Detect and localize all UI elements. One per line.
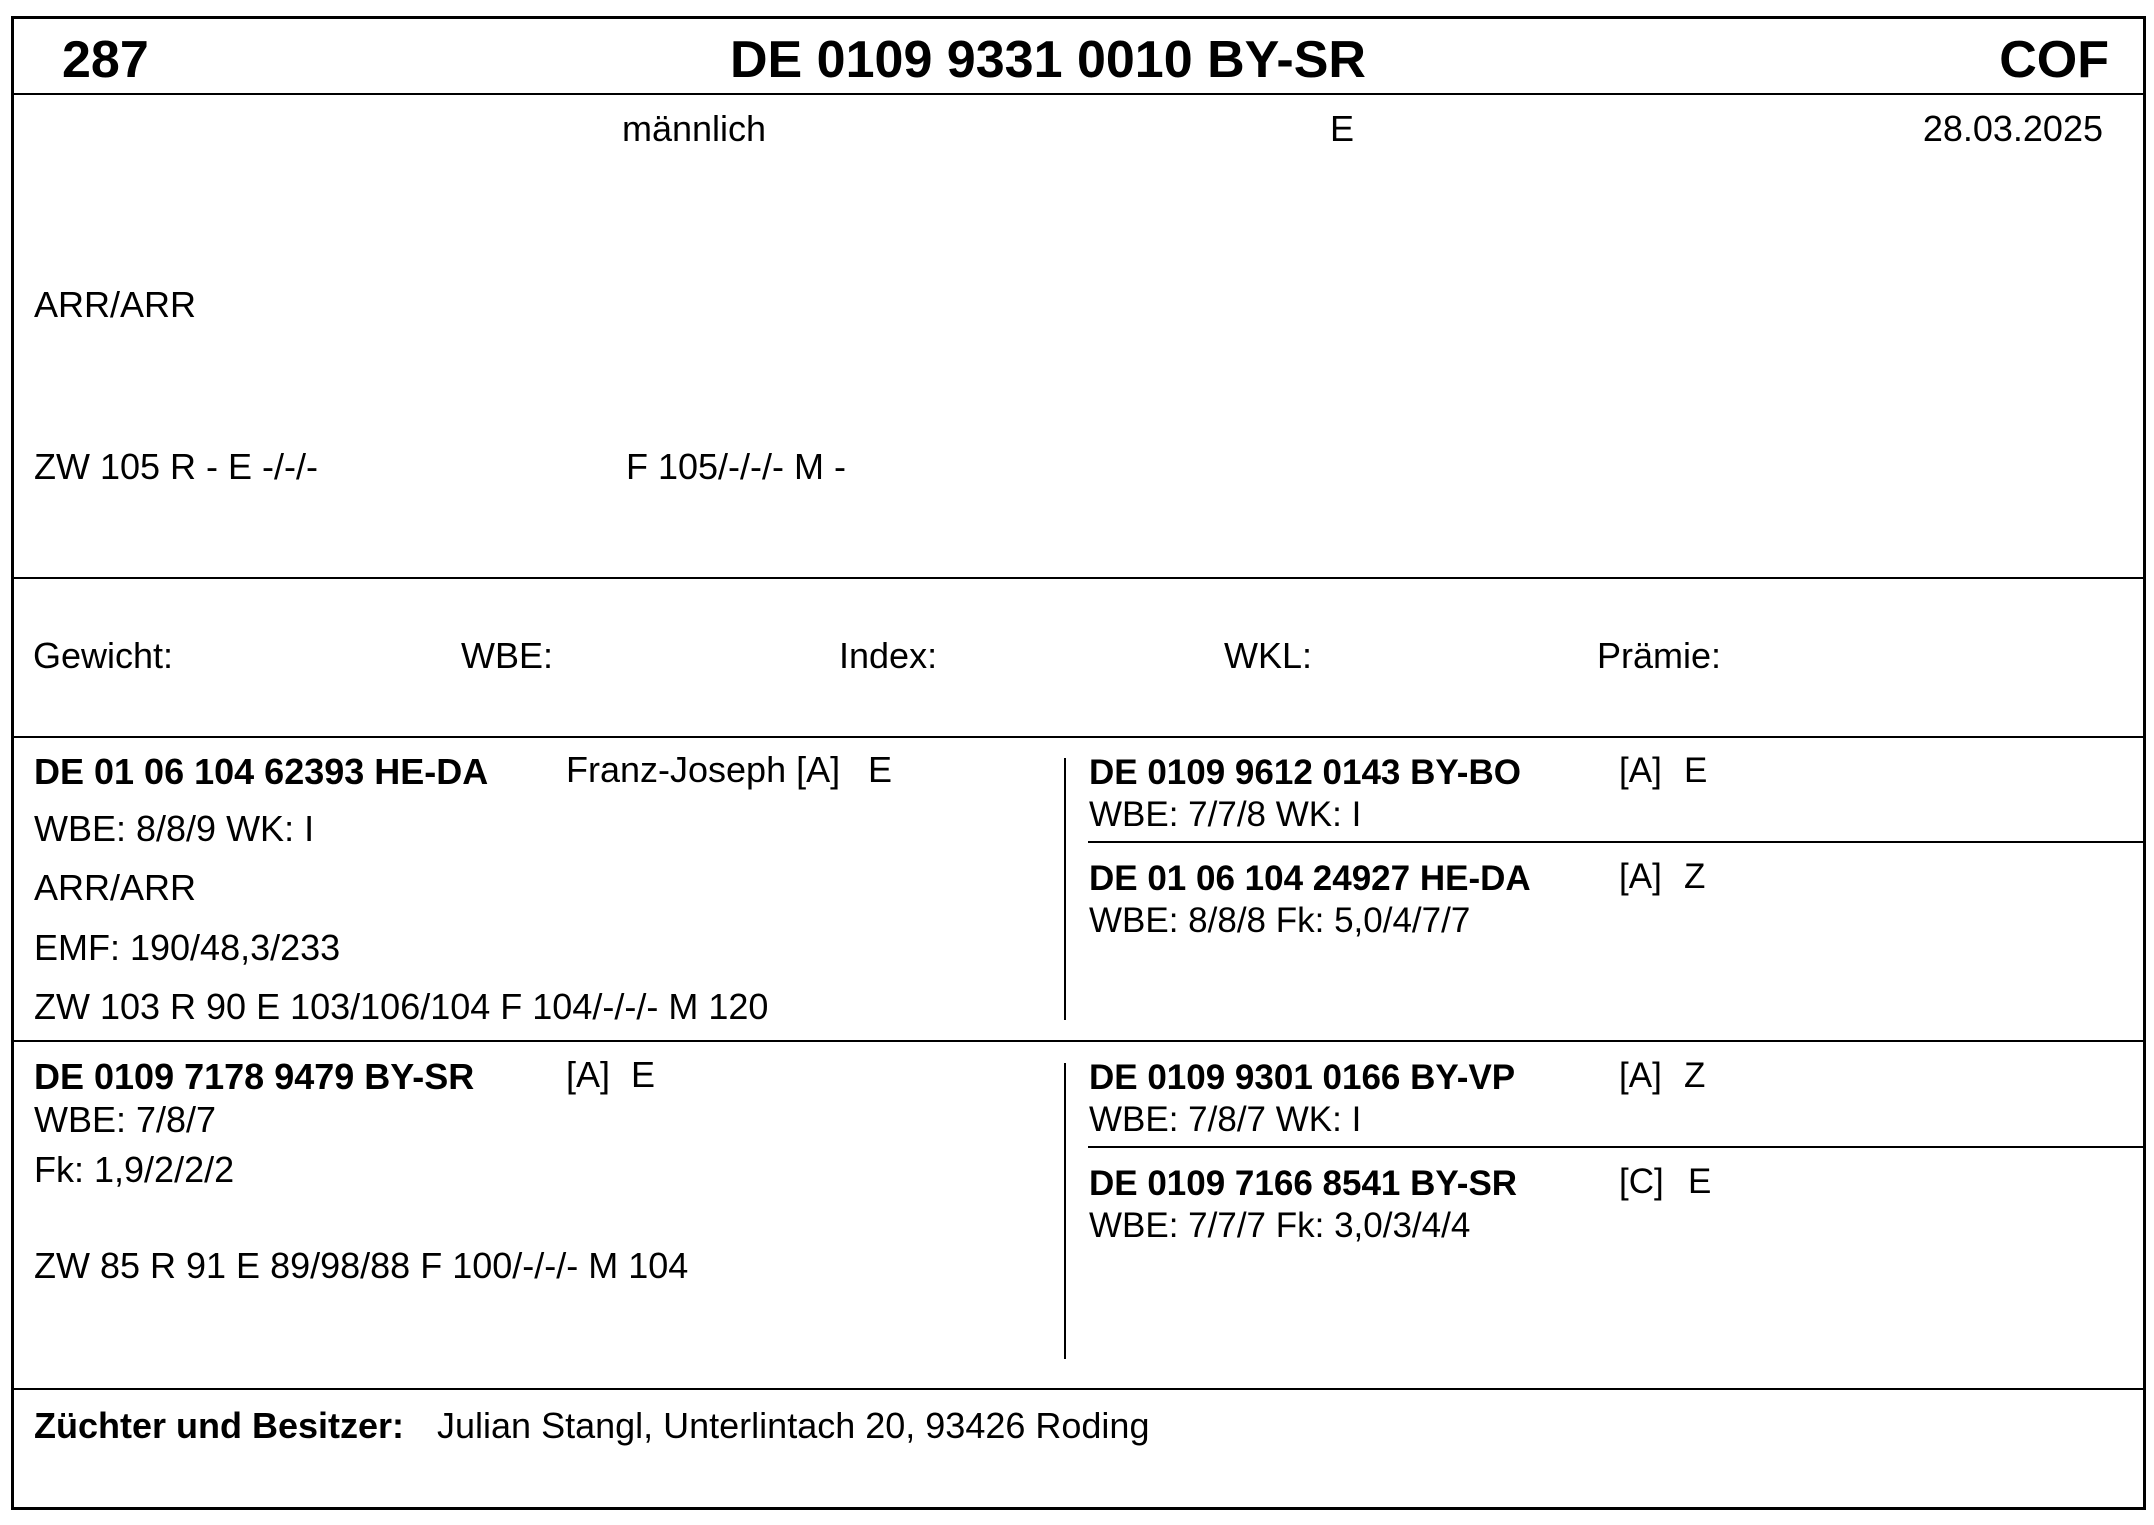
weight-label: Gewicht: xyxy=(33,635,174,676)
fertility-value: F 105/-/-/- M - xyxy=(626,446,847,487)
info-divider xyxy=(11,577,2146,579)
praemie-label: Prämie: xyxy=(1597,635,1722,676)
dam-zw: ZW 85 R 91 E 89/98/88 F 100/-/-/- M 104 xyxy=(34,1245,689,1286)
header-divider xyxy=(11,93,2146,95)
sire-name-class: Franz-Joseph [A] xyxy=(566,749,841,790)
sire-dam-detail: WBE: 8/8/8 Fk: 5,0/4/7/7 xyxy=(1089,901,1471,940)
sire-dam-id: DE 01 06 104 24927 HE-DA xyxy=(1089,859,1531,898)
dam-sire-class: [A] xyxy=(1619,1056,1662,1095)
breeding-value: ZW 105 R - E -/-/- xyxy=(34,446,319,487)
sire-emf: EMF: 190/48,3/233 xyxy=(34,927,341,968)
dam-sire-detail: WBE: 7/8/7 WK: I xyxy=(1089,1100,1362,1139)
sire-wbe: WBE: 8/8/9 WK: I xyxy=(34,808,315,849)
sire-genotype: ARR/ARR xyxy=(34,867,197,908)
sex: männlich xyxy=(622,108,767,149)
sire-sire-detail: WBE: 7/7/8 WK: I xyxy=(1089,795,1362,834)
dam-dam-flag: E xyxy=(1688,1162,1712,1201)
dam-dam-detail: WBE: 7/7/7 Fk: 3,0/3/4/4 xyxy=(1089,1206,1471,1245)
sire-sire-class: [A] xyxy=(1619,751,1662,790)
sire-sire-id: DE 0109 9612 0143 BY-BO xyxy=(1089,753,1521,792)
sire-dam-class: [A] xyxy=(1619,857,1662,896)
sire-dam-flag: Z xyxy=(1684,857,1706,896)
dam-flag: E xyxy=(631,1054,656,1095)
dam-wbe: WBE: 7/8/7 xyxy=(34,1099,217,1140)
labels-divider xyxy=(11,736,2146,738)
flag: E xyxy=(1330,108,1355,149)
dam-dam-id: DE 0109 7166 8541 BY-SR xyxy=(1089,1164,1518,1203)
dam-dam-class: [C] xyxy=(1619,1162,1664,1201)
wkl-label: WKL: xyxy=(1224,635,1313,676)
dam-fk: Fk: 1,9/2/2/2 xyxy=(34,1149,235,1190)
dam-sire-id: DE 0109 9301 0166 BY-VP xyxy=(1089,1058,1516,1097)
catalog-number: 287 xyxy=(62,31,149,89)
breeder-label: Züchter und Besitzer: xyxy=(34,1405,405,1446)
breeder-value: Julian Stangl, Unterlintach 20, 93426 Roding xyxy=(437,1405,1150,1446)
sire-dam-divider xyxy=(11,1040,2146,1042)
breed-code: COF xyxy=(1999,31,2109,89)
sire-zw: ZW 103 R 90 E 103/106/104 F 104/-/-/- M 120 xyxy=(34,986,769,1027)
footer-divider xyxy=(11,1388,2146,1390)
animal-id: DE 0109 9331 0010 BY-SR xyxy=(730,31,1366,89)
sire-id: DE 01 06 104 62393 HE-DA xyxy=(34,751,489,792)
sire-sire-flag: E xyxy=(1684,751,1708,790)
dam-class: [A] xyxy=(566,1054,611,1095)
dam-id: DE 0109 7178 9479 BY-SR xyxy=(34,1056,475,1097)
birth-date: 28.03.2025 xyxy=(1922,108,2103,149)
dam-sire-flag: Z xyxy=(1684,1056,1706,1095)
dam-parents-divider xyxy=(1088,1146,2146,1148)
dam-column-divider xyxy=(1064,1063,1066,1359)
sire-parents-divider xyxy=(1088,841,2146,843)
sire-column-divider xyxy=(1064,758,1066,1020)
genotype: ARR/ARR xyxy=(34,284,197,325)
index-label: Index: xyxy=(839,635,938,676)
sire-flag: E xyxy=(868,749,893,790)
wbe-label: WBE: xyxy=(461,635,554,676)
